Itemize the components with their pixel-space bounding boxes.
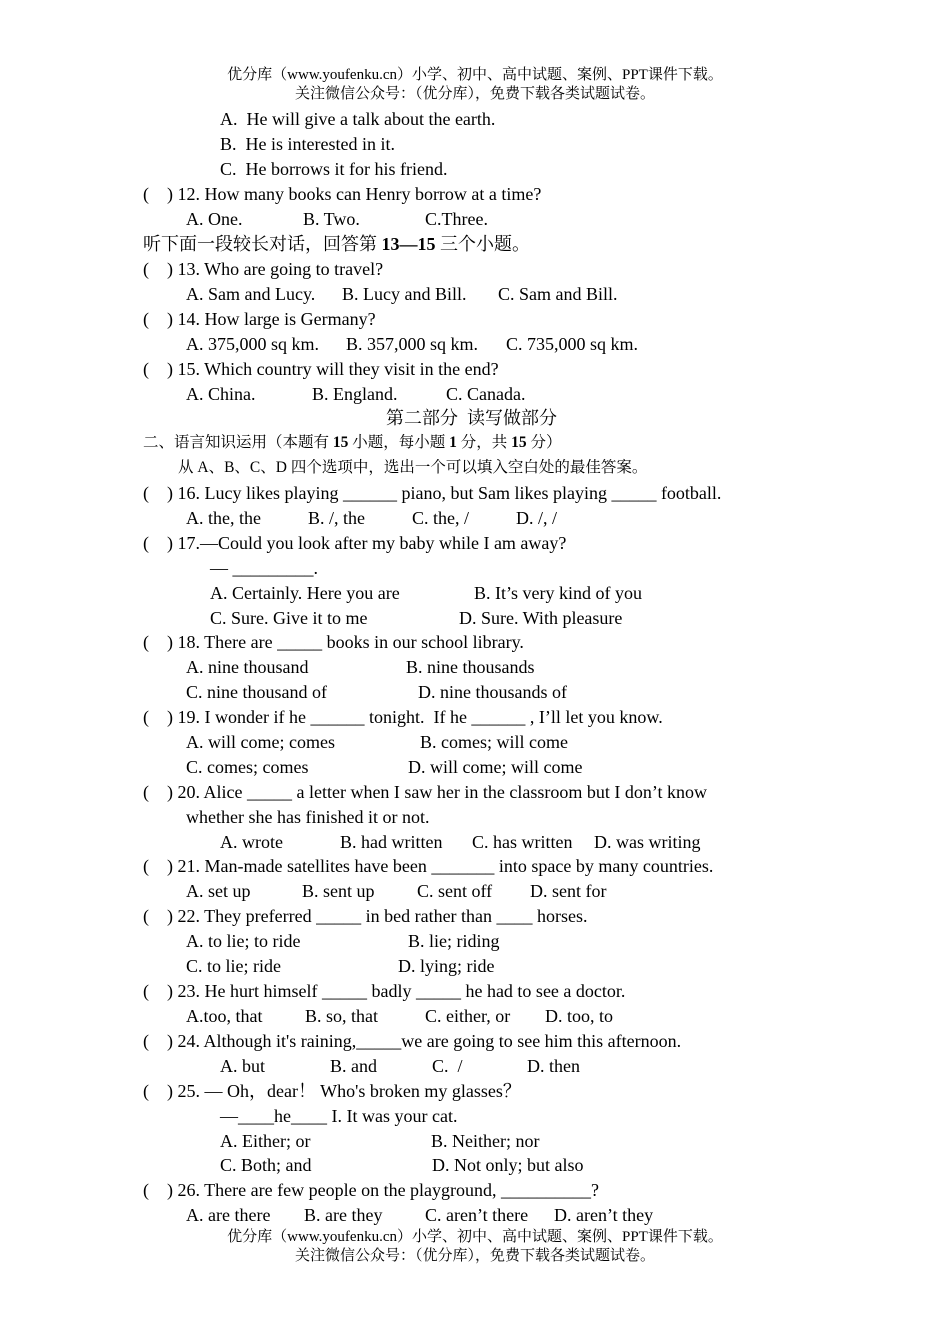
q26-option-d: D. aren’t they: [554, 1205, 654, 1225]
q17-reply: — _________.: [210, 558, 318, 578]
q26-option-a: A. are there: [186, 1205, 271, 1225]
section-2-heading: 二、语言知识运用（本题有 15 小题，每小题 1 分，共 15 分）: [143, 434, 562, 451]
q18-option-b: B. nine thousands: [406, 657, 535, 677]
q21-option-d: D. sent for: [530, 881, 607, 901]
page-header-line-2: 关注微信公众号：（优分库），免费下载各类试题试卷。: [294, 86, 655, 102]
q17-option-d: D. Sure. With pleasure: [459, 608, 623, 628]
page-header-line-1: 优分库（www.youfenku.cn）小学、初中、高中试题、案例、PPT课件下载。: [227, 67, 723, 83]
q14-option-c: C. 735,000 sq km.: [506, 334, 639, 354]
q19-stem: ( ) 19. I wonder if he ______ tonight. If he ______ , I’ll let you know.: [143, 707, 663, 727]
q12-option-a: A. One.: [186, 209, 243, 229]
q12-option-b: B. Two.: [303, 209, 360, 229]
q16-option-a: A. the, the: [186, 508, 261, 528]
q25-option-d: D. Not only; but also: [432, 1155, 584, 1175]
q17-option-c: C. Sure. Give it to me: [210, 608, 368, 628]
q18-option-d: D. nine thousands of: [418, 682, 567, 702]
q15-stem: ( ) 15. Which country will they visit in the end?: [143, 359, 499, 379]
section-2-instruction: 从 A、B、C、D 四个选项中，选出一个可以填入空白处的最佳答案。: [178, 459, 648, 476]
q11-option-a: A. He will give a talk about the earth.: [220, 109, 496, 129]
q21-option-c: C. sent off: [417, 881, 493, 901]
q16-option-b: B. /, the: [308, 508, 365, 528]
q15-option-b: B. England.: [312, 384, 398, 404]
q18-option-c: C. nine thousand of: [186, 682, 327, 702]
q25-reply: —____he____ I. It was your cat.: [220, 1106, 458, 1126]
q13-option-b: B. Lucy and Bill.: [342, 284, 467, 304]
page-footer-line-1: 优分库（www.youfenku.cn）小学、初中、高中试题、案例、PPT课件下载。: [227, 1229, 723, 1245]
q19-option-b: B. comes; will come: [420, 732, 568, 752]
q18-stem: ( ) 18. There are _____ books in our school library.: [143, 632, 524, 652]
q23-option-c: C. either, or: [425, 1006, 511, 1026]
q11-option-c: C. He borrows it for his friend.: [220, 159, 448, 179]
q20-option-c: C. has written: [472, 832, 573, 852]
q26-option-b: B. are they: [304, 1205, 383, 1225]
q13-stem: ( ) 13. Who are going to travel?: [143, 259, 384, 279]
q26-option-c: C. aren’t there: [425, 1205, 529, 1225]
q17-option-a: A. Certainly. Here you are: [210, 583, 400, 603]
q19-option-a: A. will come; comes: [186, 732, 335, 752]
q19-option-c: C. comes; comes: [186, 757, 309, 777]
q25-stem: ( ) 25. — Oh，dear！ Who's broken my glasses？: [143, 1081, 521, 1101]
q17-stem: ( ) 17.—Could you look after my baby while I am away?: [143, 533, 567, 553]
q14-option-a: A. 375,000 sq km.: [186, 334, 320, 354]
q20-stem: ( ) 20. Alice _____ a letter when I saw her in the classroom but I don’t know: [143, 782, 708, 802]
q25-option-b: B. Neither; nor: [431, 1131, 540, 1151]
q12-stem: ( ) 12. How many books can Henry borrow at a time?: [143, 184, 542, 204]
q16-option-c: C. the, /: [412, 508, 469, 528]
q20-option-b: B. had written: [340, 832, 443, 852]
q18-option-a: A. nine thousand: [186, 657, 309, 677]
q13-option-a: A. Sam and Lucy.: [186, 284, 316, 304]
q16-stem: ( ) 16. Lucy likes playing ______ piano, but Sam likes playing _____ football.: [143, 483, 722, 503]
dialog-13-15-heading: 听下面一段较长对话，回答第 13—15 三个小题。: [143, 234, 530, 254]
q14-option-b: B. 357,000 sq km.: [346, 334, 479, 354]
page-footer-line-2: 关注微信公众号：（优分库），免费下载各类试题试卷。: [294, 1248, 655, 1264]
q22-option-d: D. lying; ride: [398, 956, 495, 976]
q22-option-c: C. to lie; ride: [186, 956, 281, 976]
q22-stem: ( ) 22. They preferred _____ in bed rather than ____ horses.: [143, 906, 588, 926]
q24-option-a: A. but: [220, 1056, 265, 1076]
q26-stem: ( ) 26. There are few people on the playground, __________?: [143, 1180, 600, 1200]
q25-option-a: A. Either; or: [220, 1131, 311, 1151]
q23-option-a: A.too, that: [186, 1006, 263, 1026]
q15-option-c: C. Canada.: [446, 384, 526, 404]
q20-option-a: A. wrote: [220, 832, 283, 852]
q24-stem: ( ) 24. Although it's raining,_____we are going to see him this afternoon.: [143, 1031, 682, 1051]
q21-stem: ( ) 21. Man-made satellites have been _______ into space by many countries.: [143, 856, 714, 876]
q22-option-b: B. lie; riding: [408, 931, 500, 951]
part-2-title: 第二部分 读写做部分: [386, 408, 557, 428]
q20-option-d: D. was writing: [594, 832, 701, 852]
q21-option-b: B. sent up: [302, 881, 375, 901]
q24-option-d: D. then: [527, 1056, 580, 1076]
q12-option-c: C.Three.: [425, 209, 488, 229]
q24-option-b: B. and: [330, 1056, 377, 1076]
q20-stem-continued: whether she has finished it or not.: [186, 807, 430, 827]
q15-option-a: A. China.: [186, 384, 256, 404]
q19-option-d: D. will come; will come: [408, 757, 583, 777]
q23-option-b: B. so, that: [305, 1006, 379, 1026]
q16-option-d: D. /, /: [516, 508, 558, 528]
q14-stem: ( ) 14. How large is Germany?: [143, 309, 376, 329]
q22-option-a: A. to lie; to ride: [186, 931, 301, 951]
q17-option-b: B. It’s very kind of you: [474, 583, 642, 603]
q13-option-c: C. Sam and Bill.: [498, 284, 618, 304]
q21-option-a: A. set up: [186, 881, 251, 901]
q23-option-d: D. too, to: [545, 1006, 614, 1026]
q24-option-c: C. /: [432, 1056, 463, 1076]
q11-option-b: B. He is interested in it.: [220, 134, 395, 154]
q25-option-c: C. Both; and: [220, 1155, 312, 1175]
q23-stem: ( ) 23. He hurt himself _____ badly _____ he had to see a doctor.: [143, 981, 626, 1001]
